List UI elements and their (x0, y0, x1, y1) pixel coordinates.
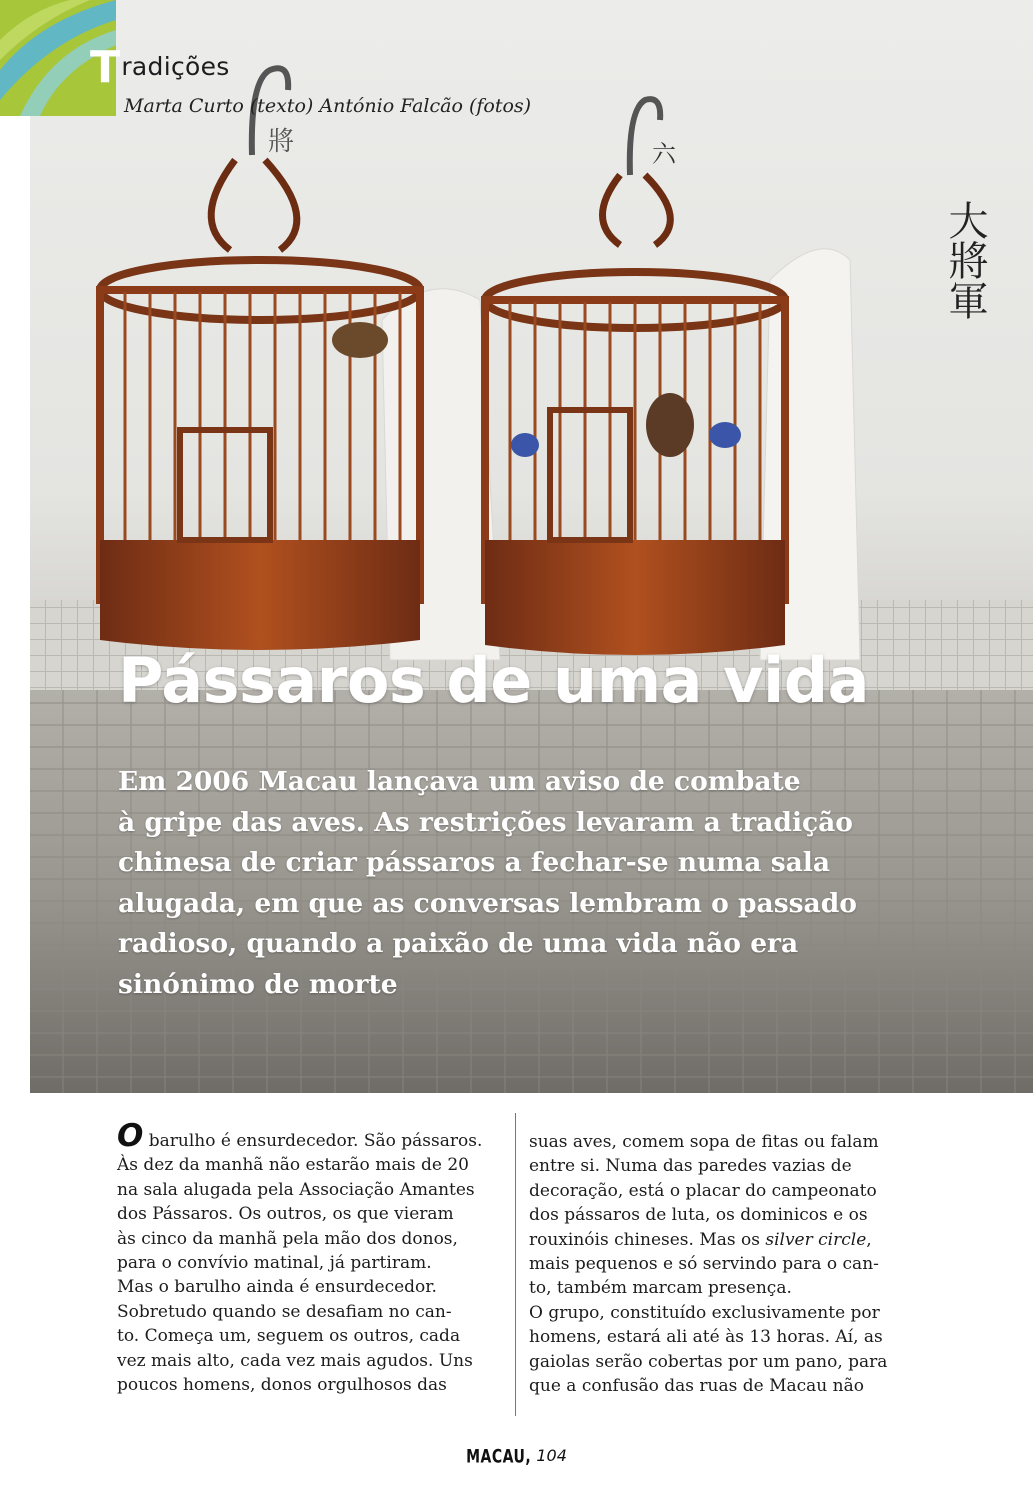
body-line: às cinco da manhã pela mão dos donos, (117, 1228, 458, 1249)
body-line: dos Pássaros. Os outros, os que vieram (117, 1204, 454, 1225)
body-line: rouxinóis chineses. Mas os silver circle, (529, 1229, 872, 1250)
body-line: to, também marcam presença. (529, 1278, 792, 1299)
body-line: poucos homens, donos orgulhosos das (117, 1375, 447, 1396)
body-line: para o convívio matinal, já partiram. (117, 1253, 432, 1274)
body-line: O grupo, constituído exclusivamente por (529, 1302, 880, 1323)
body-line: to. Começa um, seguem os outros, cada (117, 1326, 461, 1347)
calligraphy-left: 將 (268, 127, 295, 157)
calligraphy-right: 大將軍 (942, 200, 988, 320)
lead-line: à gripe das aves. As restrições levaram a tradição (118, 806, 853, 838)
body-line: vez mais alto, cada vez mais agudos. Uns (117, 1350, 473, 1371)
body-line: O barulho é ensurdecedor. São pássaros. (117, 1118, 483, 1154)
body-line: Sobretudo quando se desafiam no can- (117, 1301, 452, 1322)
body-line: mais pequenos e só servindo para o can- (529, 1254, 879, 1275)
body-column-2 (529, 1130, 919, 1398)
body-line: na sala alugada pela Associação Amantes (117, 1179, 475, 1200)
lead-line: radioso, quando a paixão de uma vida não era (118, 928, 799, 959)
page-number: 104 (536, 1446, 567, 1465)
body-line: decoração, está o placar do campeonato (529, 1180, 877, 1201)
article-headline: Pássaros de uma vida (118, 644, 869, 717)
body-line: entre si. Numa das paredes vazias de (529, 1156, 852, 1177)
body-line: gaiolas serão cobertas por um pano, para (529, 1351, 888, 1372)
calligraphy-mid: 六 (652, 140, 676, 168)
italic-term: silver circle (765, 1229, 867, 1250)
author-credits: Marta Curto (texto) António Falcão (fotos) (124, 95, 532, 117)
lead-line: sinónimo de morte (118, 968, 398, 1000)
body-line: Mas o barulho ainda é ensurdecedor. (117, 1277, 437, 1298)
section-initial: T (90, 42, 121, 93)
page-footer (0, 1446, 1033, 1468)
section-title (90, 42, 230, 93)
body-line: homens, estará ali até às 13 horas. Aí, as (529, 1327, 883, 1348)
lead-line: chinesa de criar pássaros a fechar-se numa sala (118, 847, 831, 878)
lead-line: alugada, em que as conversas lembram o passado (118, 887, 857, 919)
body-line: Às dez da manhã não estarão mais de 20 (117, 1155, 469, 1176)
body-line: que a confusão das ruas de Macau não (529, 1376, 864, 1397)
lead-line: Em 2006 Macau lançava um aviso de combate (118, 766, 801, 797)
body-column-1 (117, 1118, 509, 1397)
drop-cap: O (117, 1118, 144, 1154)
body-line: dos pássaros de luta, os dominicos e os (529, 1205, 868, 1226)
section-name: radições (121, 52, 230, 81)
body-line: suas aves, comem sopa de fitas ou falam (529, 1132, 879, 1152)
article-lead (118, 762, 918, 1005)
column-divider (515, 1113, 516, 1416)
magazine-logo: MACAU, (466, 1446, 532, 1468)
